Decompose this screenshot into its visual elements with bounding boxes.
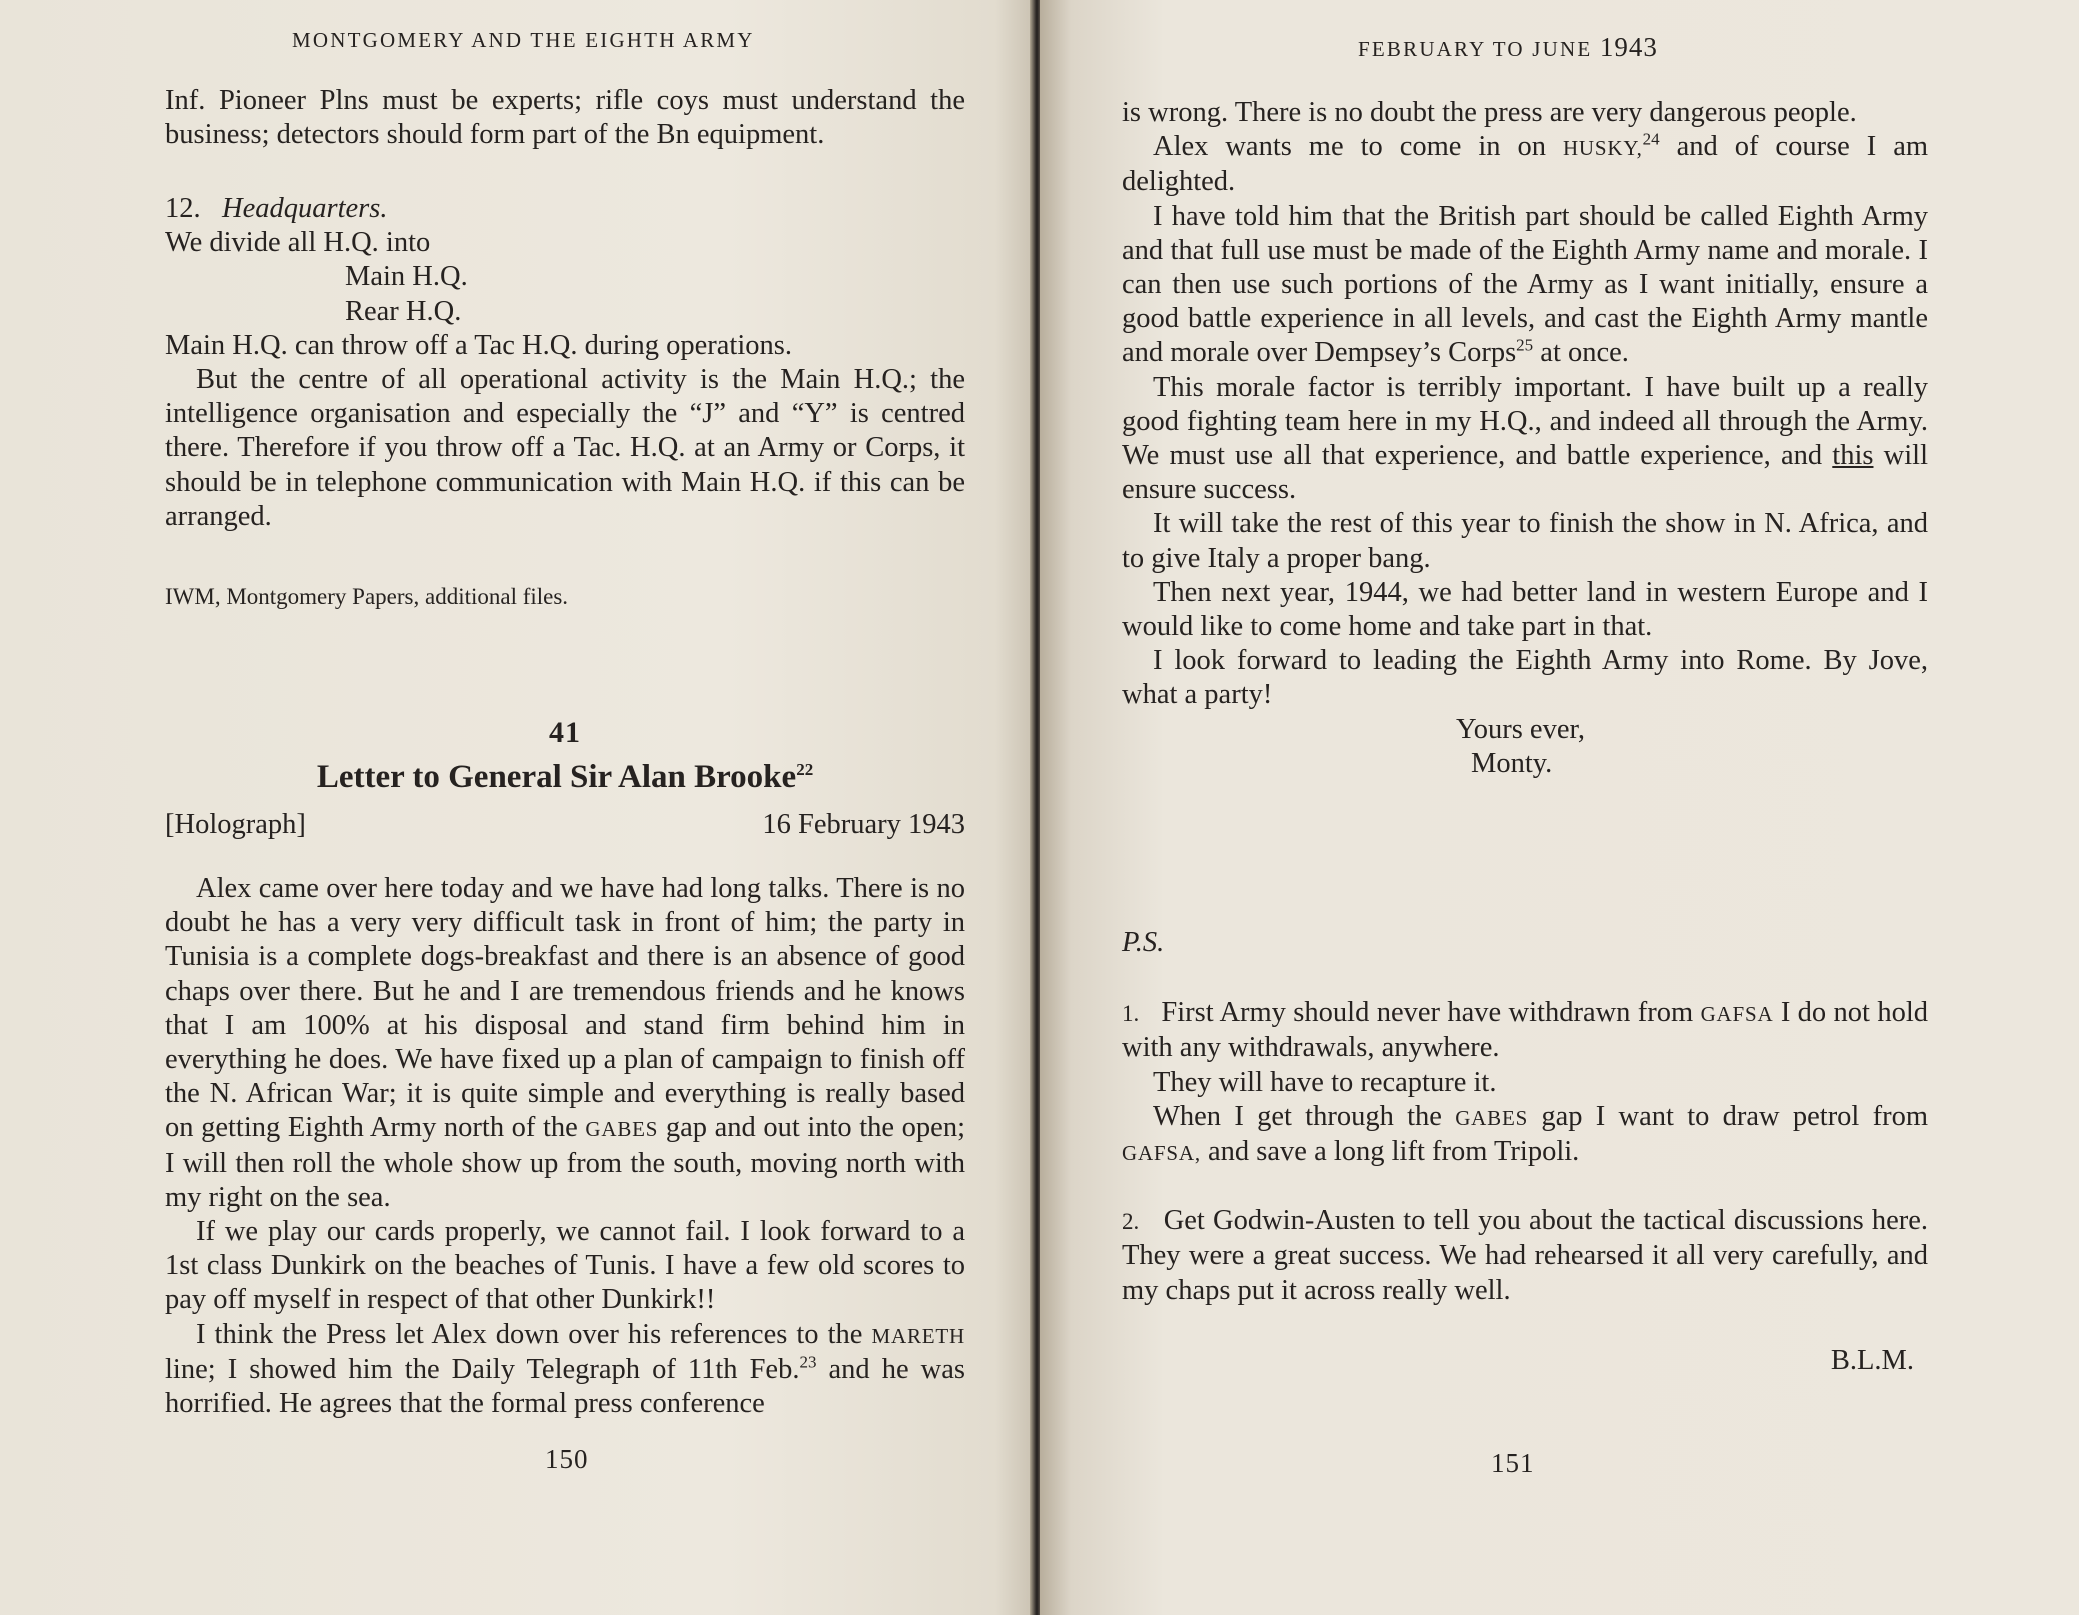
ps-number-1: 1.: [1122, 1001, 1140, 1027]
ps1-end: I do not hold with any withdrawals, anywhere.: [1122, 997, 1929, 1064]
codename-husky: HUSKY,: [1562, 136, 1643, 161]
ps-item-1b: They will have to recapture it.: [1153, 1066, 1497, 1098]
right-paragraph-7: I look forward to leading the Eighth Army into Rome. By Jove, what a party!: [1122, 645, 1928, 711]
para3-start: I think the Press let Alex down over his references to the: [196, 1318, 863, 1350]
para4-end: will ensure success.: [1122, 440, 1928, 506]
place-gafsa: GAFSA: [1700, 1002, 1774, 1027]
hq-rear: Rear H.Q.: [345, 295, 462, 327]
signature: Monty.: [1471, 747, 1553, 779]
page-number-right: 151: [1491, 1448, 1535, 1478]
document-meta: [165, 808, 965, 842]
document-date: 16 February 1943: [762, 809, 965, 841]
right-page: [1040, 0, 2079, 1615]
ps1-start: First Army should never have withdrawn from: [1161, 997, 1694, 1029]
para4-start: This morale factor is terribly important. I have built up a really good fighting team here in my H.Q., and indeed all through the Army. We must use all that experience, and battle experience, and: [1122, 371, 1928, 472]
document-header: [165, 716, 965, 843]
para3-mid: line; I showed him the Daily Telegraph of 11th Feb.: [165, 1353, 800, 1385]
ps-item-2: [1122, 1204, 1928, 1308]
ps1c-start: When I get through the: [1153, 1100, 1442, 1132]
running-head-right: [1358, 32, 1658, 63]
footnote-ref-23: 23: [799, 1352, 817, 1372]
initials: B.L.M.: [1830, 1344, 1914, 1376]
postscript: [1122, 926, 1928, 1378]
paragraph-hq: But the centre of all operational activity is the Main H.Q.; the intelligence organisation and especially the “J” and “Y” is centred there. Therefore if you throw off a Tac. H.Q. at an Army or Corps, it should be in telephone communication with Main H.Q. if this can be arranged.: [165, 364, 965, 532]
place-gabes: GABES: [585, 1117, 659, 1142]
section-title: Headquarters.: [222, 193, 388, 224]
section-number: 12.: [165, 193, 201, 224]
closing: Yours ever,: [1456, 713, 1585, 745]
right-paragraph-4: [1122, 371, 1928, 508]
para3-end-right: at once.: [1540, 337, 1629, 369]
page-number-left: 150: [545, 1444, 589, 1474]
ps-item-1c: [1122, 1100, 1928, 1170]
hq-tac: Main H.Q. can throw off a Tac H.Q. during operations.: [165, 329, 792, 361]
para1-text: Alex came over here today and we have had long talks. There is no doubt he has a very very difficult task in front of him; the party in Tunisia is a complete dogs-breakfast and there is an absence of good chaps over there. But he and I are tremendous friends and he knows that I am 100% at his disposal and stand firm behind him in everything he does. We have fixed up a plan of campaign to finish off the N. African War; it is quite simple and everything is really based on getting Eighth Army north of the: [165, 873, 965, 1144]
hq-main: Main H.Q.: [345, 261, 468, 293]
ps-item-1: [1122, 996, 1928, 1065]
running-head-text: FEBRUARY TO JUNE: [1358, 37, 1593, 61]
document-title-text: Letter to General Sir Alan Brooke: [316, 759, 797, 796]
underlined-word: this: [1832, 440, 1874, 472]
para2-end: and of course I am delighted.: [1122, 131, 1929, 198]
left-top-block: [165, 84, 965, 152]
right-paragraph-6: Then next year, 1944, we had better land in western Europe and I would like to come home and take part in that.: [1122, 576, 1928, 643]
para3-start-right: I have told him that the British part should be called Eighth Army and that full use must be made of the Eighth Army name and morale. I can then use such portions of the Army as I want initially, ensure a good battle experience in all levels, and cast the Eighth Army mantle and morale over Dempsey’s Corps: [1122, 200, 1928, 369]
left-page: [0, 0, 1036, 1615]
document-type: [Holograph]: [165, 809, 306, 841]
ps-label-text: P.S.: [1122, 927, 1165, 958]
letter-paragraph-2: If we play our cards properly, we cannot fail. I look forward to a 1st class Dunkirk on the beaches of Tunis. I have a few old scores to pay off myself in respect of that other Dunkirk!!: [165, 1216, 965, 1316]
letter-body-right: [1122, 96, 1928, 781]
letter-body-left: [165, 872, 965, 1421]
hq-intro: We divide all H.Q. into: [165, 227, 431, 259]
ps-label: [1122, 926, 1928, 960]
ps-number-2: 2.: [1122, 1209, 1140, 1235]
letter-paragraph-3: [165, 1318, 965, 1422]
running-head-year: 1943: [1599, 32, 1658, 62]
source-citation: IWM, Montgomery Papers, additional files.: [165, 584, 569, 609]
place-gabes-2: GABES: [1455, 1105, 1529, 1130]
right-paragraph-2: [1122, 130, 1928, 199]
ps2-text: Get Godwin-Austen to tell you about the tactical discussions here. They were a great success. We had rehearsed it all very carefully, and my chaps put it across really well.: [1122, 1205, 1928, 1306]
place-gafsa-2: GAFSA,: [1122, 1141, 1201, 1166]
running-head-left: MONTGOMERY AND THE EIGHTH ARMY: [292, 28, 755, 52]
para1-end: gap and out into the open; I will then roll the whole show up from the south, moving north with my right on the sea.: [165, 1112, 965, 1213]
para2-start: Alex wants me to come in on: [1153, 131, 1546, 163]
right-paragraph-1: is wrong. There is no doubt the press are very dangerous people.: [1122, 97, 1857, 128]
letter-paragraph-1: [165, 872, 965, 1215]
footnote-ref-24: 24: [1642, 129, 1660, 149]
document-title: [165, 760, 965, 794]
para3-end: and he was horrified. He agrees that the formal press conference: [165, 1353, 966, 1420]
paragraph-pioneer: Inf. Pioneer Plns must be experts; rifle coys must understand the business; detectors should form part of the Bn equipment.: [165, 85, 965, 151]
document-number: 41: [549, 716, 581, 749]
right-paragraph-3: [1122, 200, 1928, 371]
ps1c-end: and save a long lift from Tripoli.: [1208, 1136, 1580, 1168]
right-paragraph-5: It will take the rest of this year to finish the show in N. Africa, and to give Italy a proper bang.: [1122, 508, 1928, 574]
ps1c-mid: gap I want to draw petrol from: [1541, 1100, 1929, 1132]
footnote-ref-25: 25: [1516, 335, 1534, 355]
headquarters-section: [165, 192, 965, 534]
footnote-ref-22: 22: [796, 760, 814, 780]
section-heading: [165, 192, 965, 226]
place-mareth: MARETH: [871, 1323, 965, 1348]
